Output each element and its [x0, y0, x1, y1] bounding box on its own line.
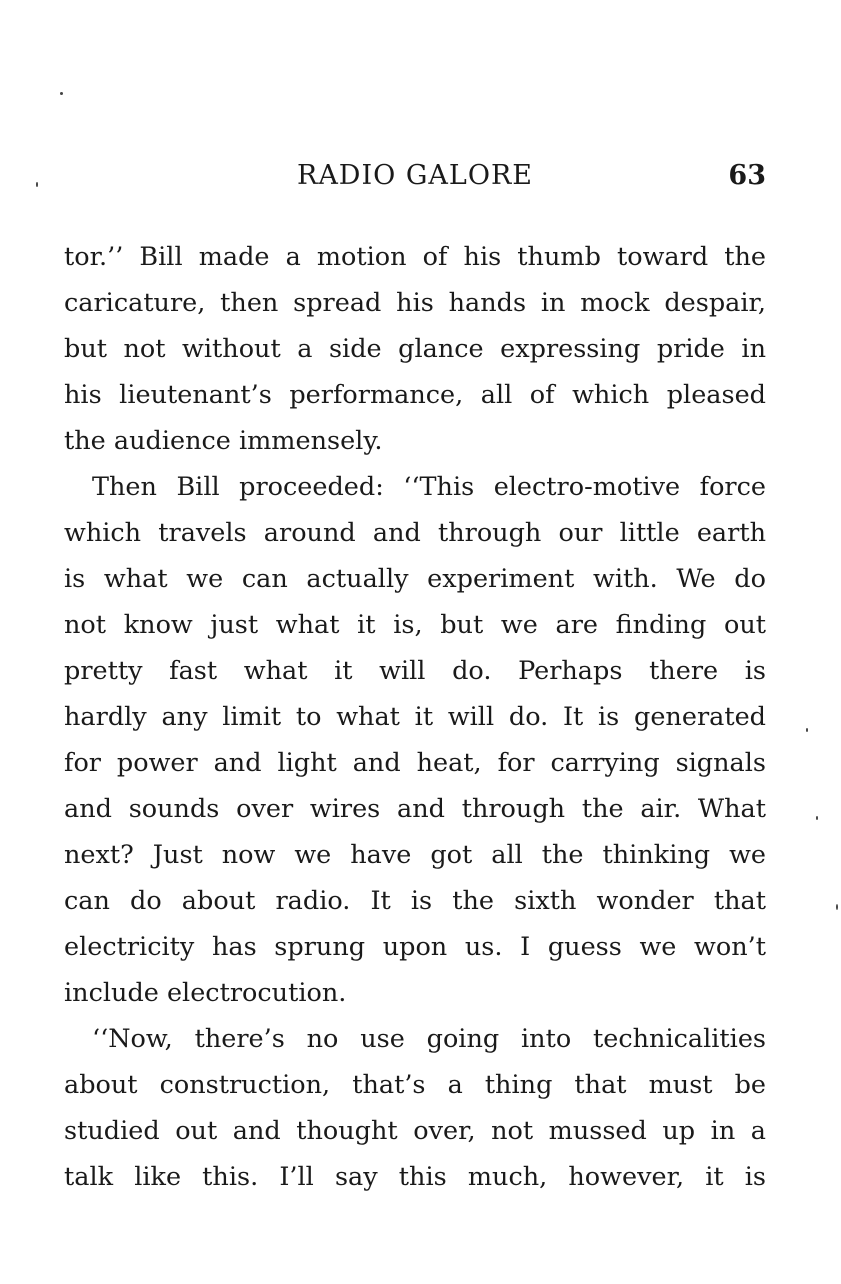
text-line: hardly any limit to what it will do. It is generated — [64, 702, 766, 732]
page-number: 63 — [728, 160, 766, 191]
text-line: the audience immensely. — [64, 426, 383, 456]
text-line: about construction, that’s a thing that must be — [64, 1070, 766, 1100]
text-line: not know just what it is, but we are finding out — [64, 610, 766, 640]
text-line: next? Just now we have got all the thinking we — [64, 840, 766, 870]
text-line: talk like this. I’ll say this much, however, it is — [64, 1162, 766, 1192]
text-line: Then Bill proceeded: ‘‘This electro-motive force — [92, 472, 766, 502]
page-header — [64, 160, 766, 204]
text-line: for power and light and heat, for carrying signals — [64, 748, 766, 778]
scan-speck — [836, 904, 838, 910]
scan-speck — [816, 816, 818, 820]
body-text — [64, 234, 766, 1200]
text-line: and sounds over wires and through the air. What — [64, 794, 766, 824]
text-line: tor.’’ Bill made a motion of his thumb toward the — [64, 242, 766, 272]
text-line: his lieutenant’s performance, all of which pleased — [64, 380, 766, 410]
text-line: can do about radio. It is the sixth wonder that — [64, 886, 766, 916]
scan-speck — [36, 182, 38, 187]
text-line: is what we can actually experiment with. We do — [64, 564, 766, 594]
scan-speck — [806, 728, 808, 732]
running-title: RADIO GALORE — [296, 160, 534, 191]
text-line: studied out and thought over, not mussed up in a — [64, 1116, 766, 1146]
text-line: pretty fast what it will do. Perhaps there is — [64, 656, 766, 686]
text-line: but not without a side glance expressing pride in — [64, 334, 766, 364]
text-line: ‘‘Now, there’s no use going into technicalities — [92, 1024, 766, 1054]
text-line: caricature, then spread his hands in mock despair, — [64, 288, 766, 318]
text-line: include electrocution. — [64, 978, 347, 1008]
text-line: which travels around and through our little earth — [64, 518, 766, 548]
scan-speck — [60, 92, 63, 95]
text-line: electricity has sprung upon us. I guess we won’t — [64, 932, 766, 962]
